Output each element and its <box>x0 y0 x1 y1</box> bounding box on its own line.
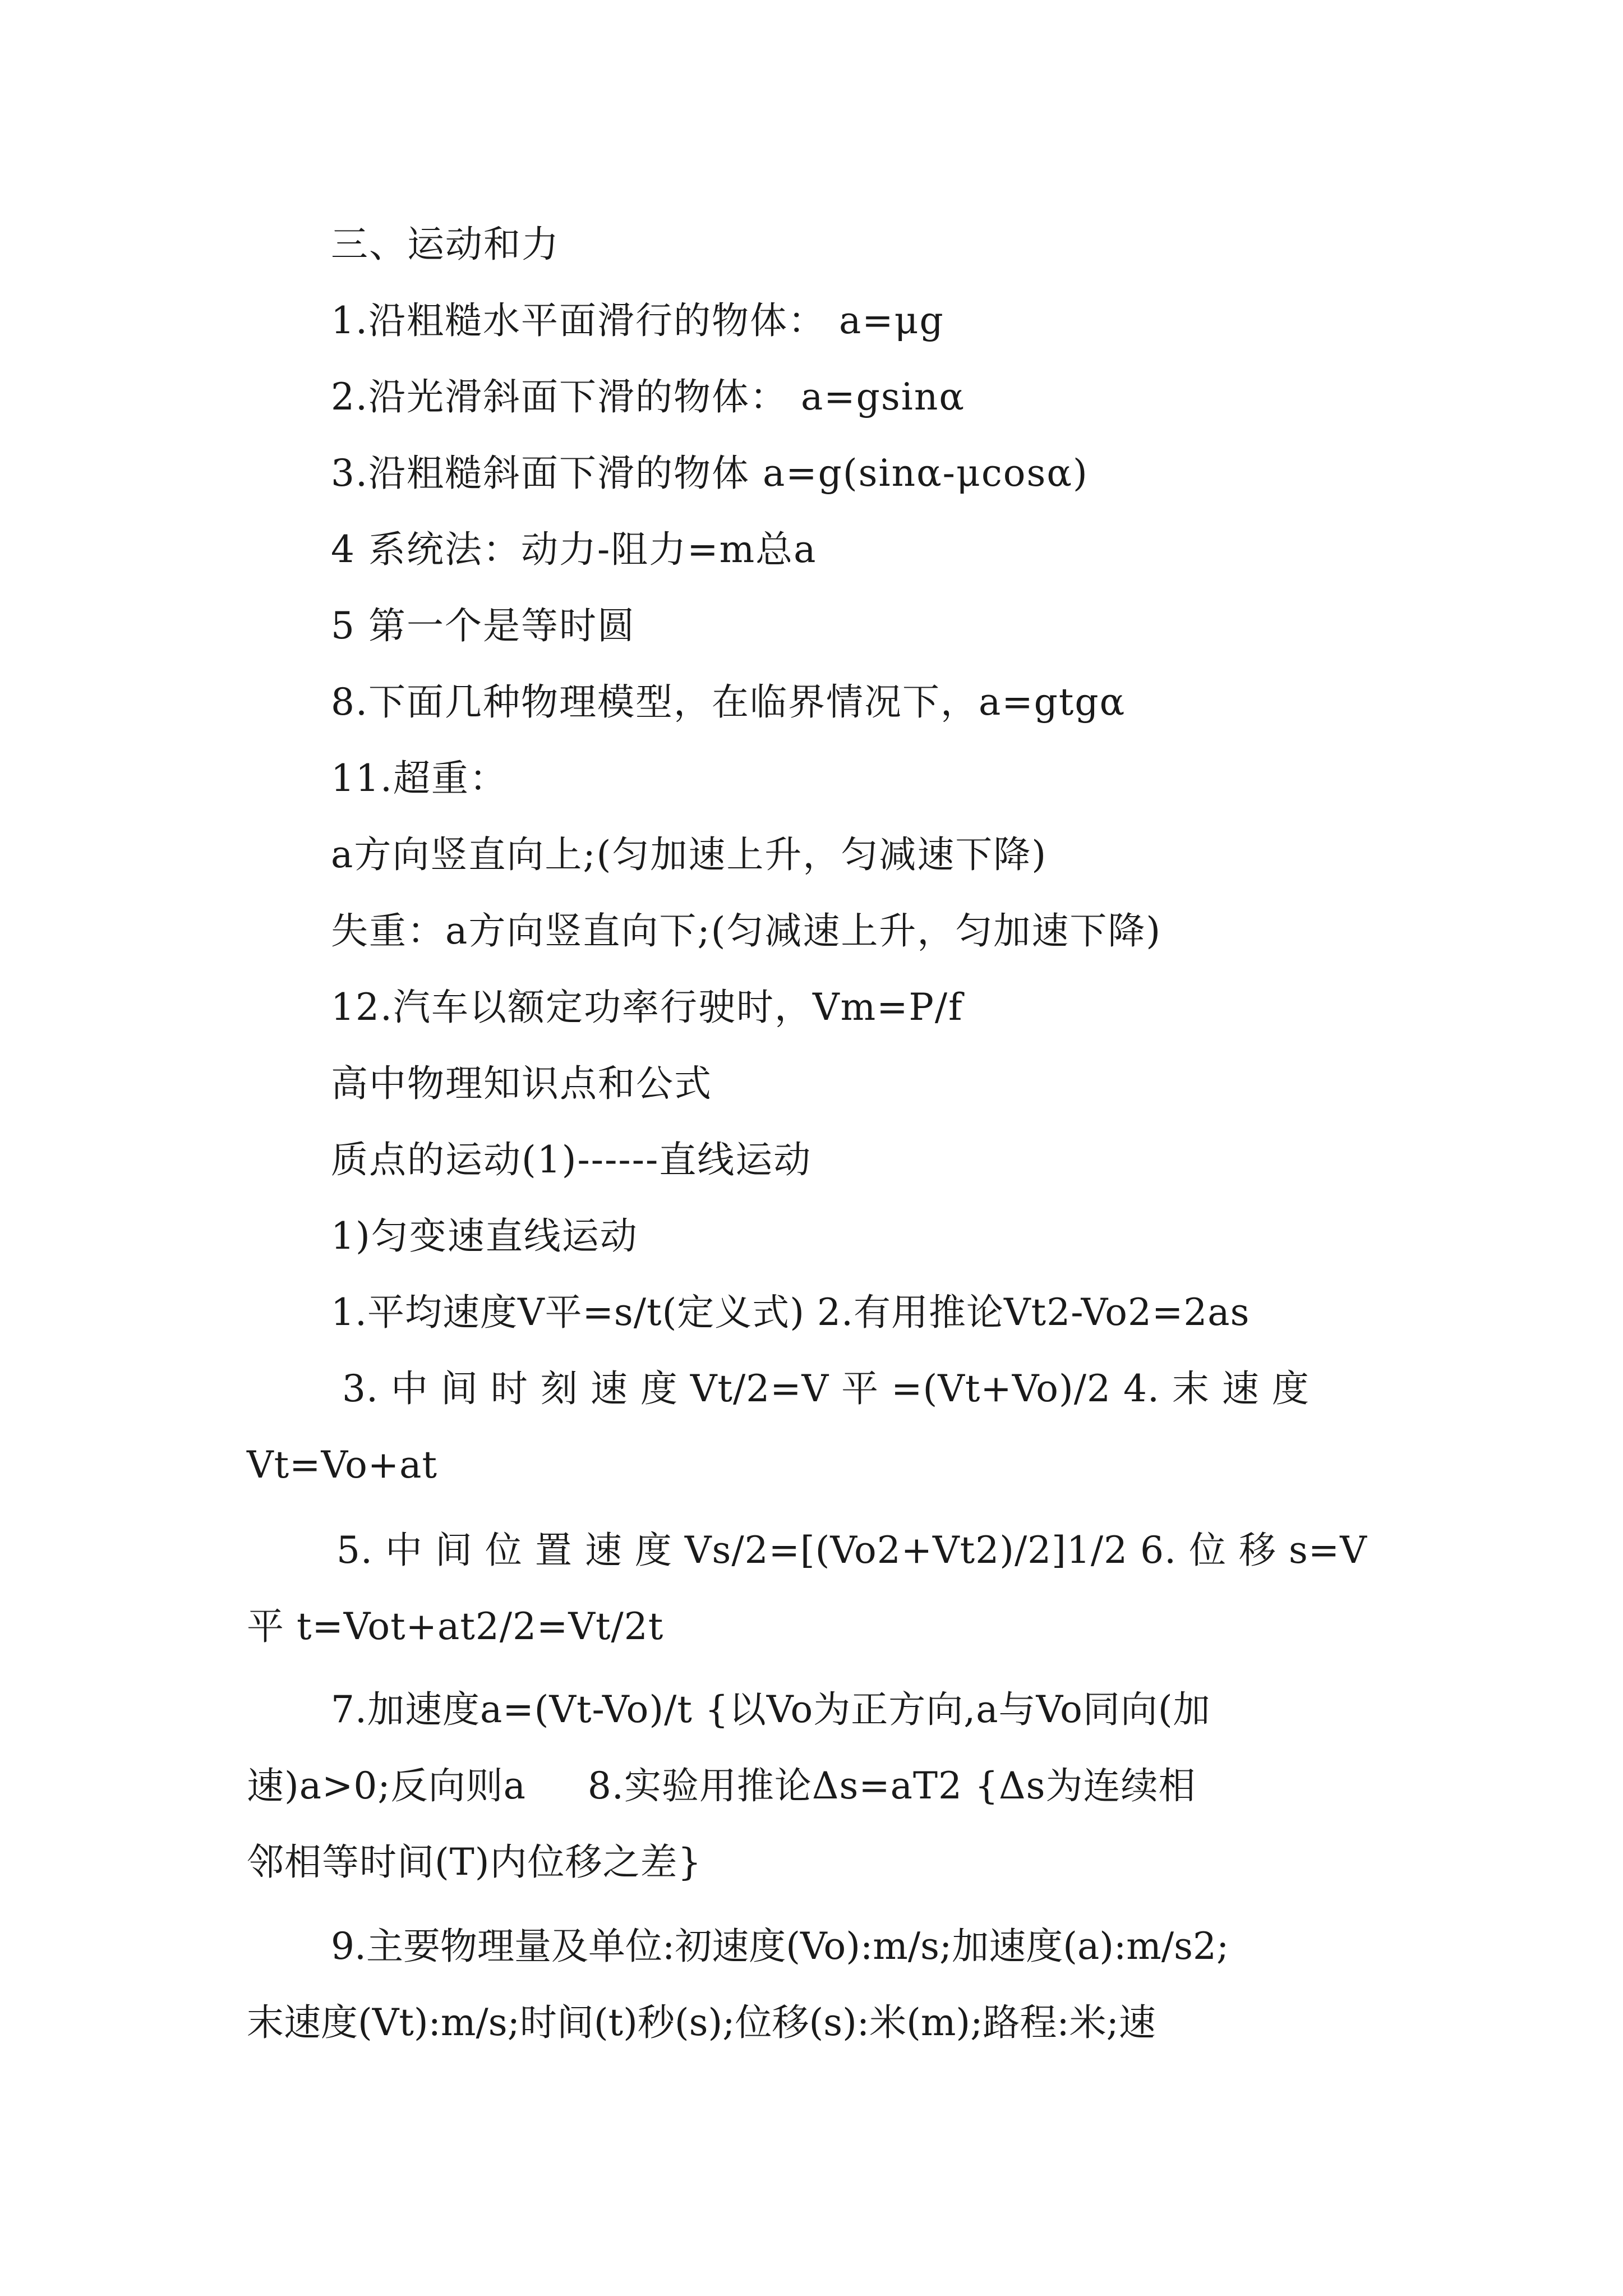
text-line-7: 11.超重： <box>331 757 508 800</box>
text-line-12: 质点的运动(1)------直线运动 <box>331 1138 812 1181</box>
text-line-2: 2.沿光滑斜面下滑的物体： a=gsinα <box>331 375 965 418</box>
para-5-row-2: 平 t=Vot+at2/2=Vt/2t <box>247 1605 664 1648</box>
section-title: 三、运动和力 <box>331 223 560 266</box>
text-line-6: 8.下面几种物理模型，在临界情况下，a=gtgα <box>331 680 1126 724</box>
text-line-14: 1.平均速度V平=s/t(定义式) 2.有用推论Vt2-Vo2=2as <box>331 1291 1250 1334</box>
para-9-row-1: 9.主要物理量及单位:初速度(Vo):m/s;加速度(a):m/s2; <box>331 1925 1229 1968</box>
text-line-10: 12.汽车以额定功率行驶时，Vm=P/f <box>331 986 963 1029</box>
para-7-row-3: 邻相等时间(T)内位移之差} <box>247 1841 702 1884</box>
text-line-11: 高中物理知识点和公式 <box>331 1062 712 1105</box>
para-9-row-2: 末速度(Vt):m/s;时间(t)秒(s);位移(s):米(m);路程:米;速 <box>247 2001 1156 2044</box>
para-3-row-1: 3. 中 间 时 刻 速 度 Vt/2=V 平 =(Vt+Vo)/2 4. 末 速 度 <box>342 1367 1310 1410</box>
text-line-4: 4 系统法：动力-阻力=m总a <box>331 528 817 571</box>
para-7-row-2: 速)a>0;反向则a 8.实验用推论Δs=aT2 {Δs为连续相 <box>247 1764 1196 1807</box>
text-line-5: 5 第一个是等时圆 <box>331 604 635 647</box>
text-line-9: 失重：a方向竖直向下;(匀减速上升，匀加速下降) <box>331 909 1162 953</box>
text-line-8: a方向竖直向上;(匀加速上升，匀减速下降) <box>331 833 1048 876</box>
text-line-1: 1.沿粗糙水平面滑行的物体： a=μg <box>331 299 944 342</box>
para-5-row-1: 5. 中 间 位 置 速 度 Vs/2=[(Vo2+Vt2)/2]1/2 6. 位 移 s=V <box>336 1529 1367 1572</box>
text-line-3: 3.沿粗糙斜面下滑的物体 a=g(sinα-μcosα) <box>331 452 1089 495</box>
text-line-13: 1)匀变速直线运动 <box>331 1214 638 1258</box>
para-3-row-2: Vt=Vo+at <box>247 1443 437 1487</box>
para-7-row-1: 7.加速度a=(Vt-Vo)/t {以Vo为正方向,a与Vo同向(加 <box>331 1688 1211 1731</box>
